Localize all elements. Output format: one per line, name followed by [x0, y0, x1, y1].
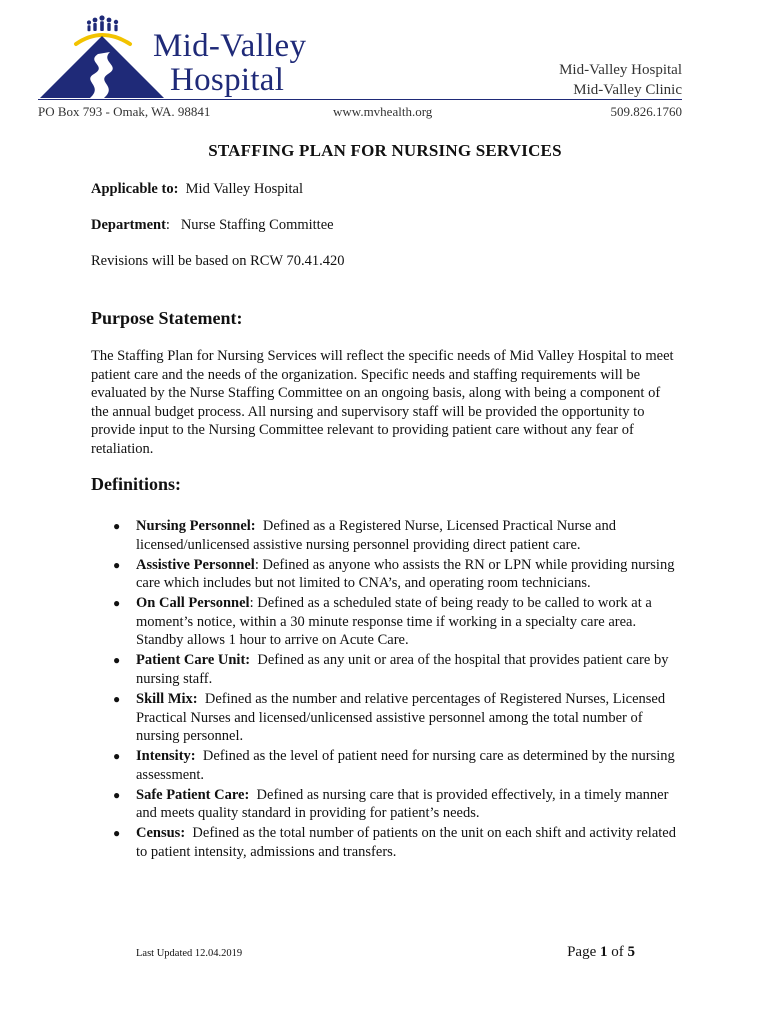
definition-text: : Defined as a scheduled state of being ready to be called to work at a moment’s notice, within a 30 minute response time if working in a specialty care area. Standby allows 1 hour to arrive on Acute Care.: [136, 595, 652, 649]
list-item: [91, 824, 683, 861]
mid-valley-logo-icon: [38, 14, 168, 106]
definition-term: Safe Patient Care:: [136, 786, 250, 803]
definition-term: Skill Mix:: [136, 690, 198, 707]
applicable-to-line: [91, 181, 303, 198]
bullet-icon: ●: [113, 749, 121, 764]
list-item: [91, 556, 683, 593]
definition-term: Census:: [136, 825, 186, 842]
logo-wordmark-line2: Hospital: [170, 62, 285, 98]
definition-text: Defined as a Registered Nurse, Licensed Practical Nurse and licensed/unlicensed assistive nursing personnel providing direct patient care.: [136, 518, 616, 553]
bullet-icon: ●: [113, 653, 121, 668]
letterhead-address: PO Box 793 - Omak, WA. 98841: [38, 104, 211, 119]
letterhead-phone: 509.826.1760: [610, 104, 682, 119]
facility-hospital: Mid-Valley Hospital: [559, 62, 682, 78]
definitions-heading: Definitions:: [91, 474, 181, 494]
purpose-heading: Purpose Statement:: [91, 308, 243, 328]
bullet-icon: ●: [113, 519, 121, 533]
bullet-icon: ●: [113, 691, 121, 706]
list-item: [91, 747, 683, 784]
letterhead-facilities: [559, 60, 682, 100]
page-current: 1: [600, 944, 608, 960]
letterhead-divider: [38, 99, 682, 100]
list-item: [91, 517, 683, 554]
purpose-paragraph: The Staffing Plan for Nursing Services will reflect the specific needs of Mid Valley Hospital to meet patient care and the needs of the organization. Specific needs and staffing requirements will be evaluated by the Nurse Staffing Committee on an ongoing basis, along with being a component of the annual budget process. All nursing and supervisory staff will be provided the opportunity to provide input to the Nursing Committee relevant to providing patient care without any fear of retaliation.: [91, 348, 674, 457]
department-value: Nurse Staffing Committee: [180, 217, 334, 233]
department-line: Department: Nurse Staffing Committee: [91, 217, 334, 233]
definition-text: Defined as the total number of patients on the unit on each shift and activity related to patient intensity, admissions and transfers.: [136, 825, 676, 860]
applicable-to-label: Applicable to:: [91, 181, 179, 197]
department-label: Department: [91, 217, 166, 233]
definition-term: Intensity:: [136, 748, 196, 765]
list-item: [91, 690, 683, 746]
page-of: of: [611, 944, 624, 960]
definition-term: Assistive Personnel: [136, 556, 255, 573]
facility-clinic: Mid-Valley Clinic: [573, 82, 682, 98]
definition-term: On Call Personnel: [136, 595, 250, 612]
bullet-icon: ●: [113, 557, 121, 572]
definition-text: Defined as any unit or area of the hospital that provides patient care by nursing staff.: [136, 652, 669, 687]
letterhead-website: www.mvhealth.org: [333, 104, 433, 119]
definition-text: Defined as the level of patient need for nursing care as determined by the nursing assessment.: [136, 748, 675, 783]
page-total: 5: [627, 944, 635, 960]
list-item: [91, 651, 683, 688]
definitions-list: [91, 517, 683, 863]
definition-term: Patient Care Unit:: [136, 652, 251, 669]
revisions-note: Revisions will be based on RCW 70.41.420: [91, 253, 345, 269]
list-item: [91, 786, 683, 823]
page-word: Page: [567, 944, 597, 960]
definition-text: : Defined as anyone who assists the RN or LPN while providing nursing care which includes but not limited to CNA’s, and operating room technicians.: [136, 556, 675, 592]
document-title: STAFFING PLAN FOR NURSING SERVICES: [208, 141, 562, 160]
last-updated: Last Updated 12.04.2019: [136, 948, 243, 959]
bullet-icon: ●: [113, 787, 121, 802]
definition-term: Nursing Personnel:: [136, 518, 256, 534]
list-item: [91, 594, 683, 650]
page-number: [567, 944, 635, 961]
definition-text: Defined as nursing care that is provided effectively, in a timely manner and meets quality standard in providing for patient’s needs.: [136, 786, 669, 822]
definition-text: Defined as the number and relative percentages of Registered Nurses, Licensed Practical Nurses and licensed/unlicensed assistive personnel among the total number of nursing personnel.: [136, 690, 666, 745]
bullet-icon: ●: [113, 596, 121, 611]
logo-wordmark-line1: Mid-Valley: [153, 28, 307, 64]
applicable-to-value: Mid Valley Hospital: [185, 181, 303, 197]
bullet-icon: ●: [113, 826, 121, 841]
